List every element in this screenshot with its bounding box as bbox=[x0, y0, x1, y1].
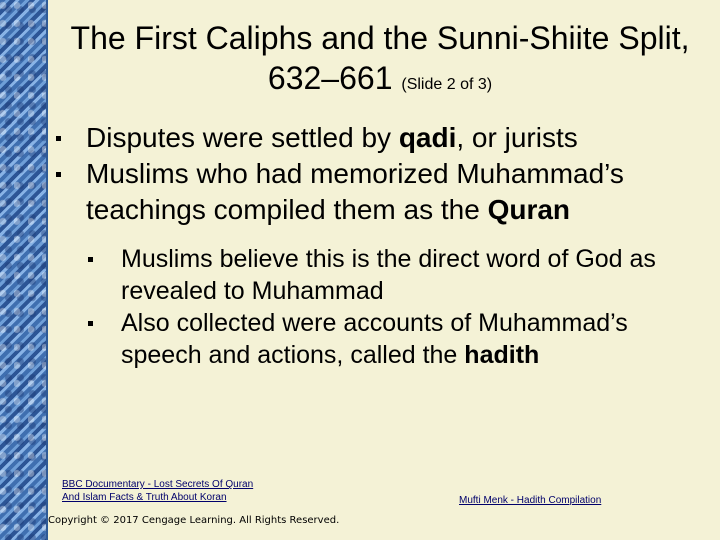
square-bullet-icon bbox=[88, 257, 93, 262]
bullet-item bbox=[0, 156, 720, 228]
sub-bullet-text bbox=[121, 243, 701, 307]
square-bullet-icon bbox=[56, 172, 61, 177]
bold-term: hadith bbox=[464, 341, 540, 369]
islam-facts-link[interactable]: And Islam Facts & Truth About Koran bbox=[62, 492, 227, 503]
bullet-text bbox=[86, 120, 696, 156]
sub-bullet-item bbox=[0, 307, 720, 371]
sub-bullet-text bbox=[121, 307, 701, 371]
text-run: Muslims who had memorized Muhammad’s teachings compiled them as the bbox=[86, 158, 624, 225]
slide-title bbox=[50, 18, 710, 105]
title-sub: (Slide 2 of 3) bbox=[401, 76, 493, 93]
text-run: , or jurists bbox=[456, 122, 578, 153]
text-run: Also collected were accounts of Muhammad’s speech and actions, called the bbox=[121, 309, 628, 369]
sub-bullet-item bbox=[0, 243, 720, 307]
text-run: Disputes were settled by bbox=[86, 122, 399, 153]
bullet-list bbox=[0, 120, 720, 371]
hadith-compilation-link[interactable]: Mufti Menk - Hadith Compilation bbox=[459, 495, 602, 506]
text-run: Muslims believe this is the direct word of God as revealed to Muhammad bbox=[121, 245, 656, 305]
copyright-notice: Copyright © 2017 Cengage Learning. All Rights Reserved. bbox=[48, 515, 340, 526]
square-bullet-icon bbox=[56, 136, 61, 141]
bullet-item bbox=[0, 120, 720, 156]
title-main: The First Caliphs and the Sunni-Shiite Split, 632–661 bbox=[70, 20, 690, 96]
bullet-text bbox=[86, 156, 696, 228]
bbc-documentary-link[interactable]: BBC Documentary - Lost Secrets Of Quran bbox=[62, 479, 254, 490]
square-bullet-icon bbox=[88, 321, 93, 326]
bold-term: qadi bbox=[398, 122, 457, 153]
bold-term: Quran bbox=[487, 194, 571, 225]
